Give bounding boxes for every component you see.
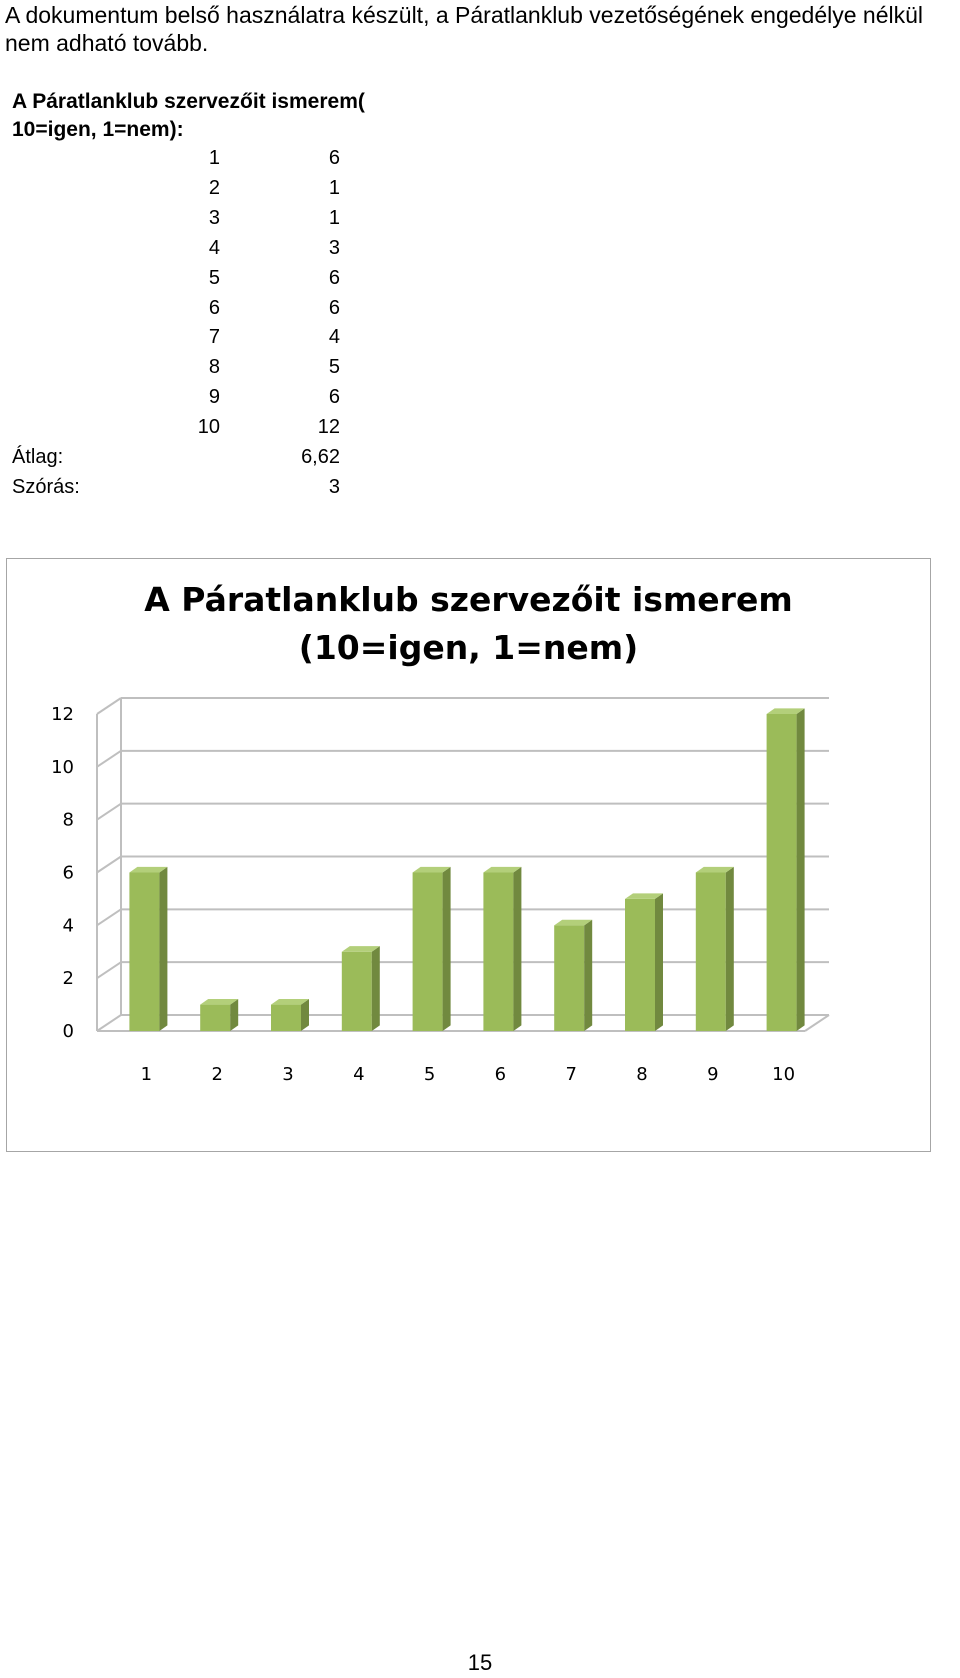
bar-side	[726, 867, 734, 1031]
x-tick-label: 10	[772, 1064, 796, 1085]
bar-chart	[6, 558, 931, 1152]
count-cell: 1	[328, 176, 340, 199]
table-row	[12, 383, 340, 413]
table-row	[12, 174, 340, 204]
score-cell: 10	[197, 416, 220, 439]
gridline-slant	[97, 698, 121, 714]
stddev-value: 3	[328, 475, 340, 498]
bar-side	[797, 708, 805, 1031]
frequency-table	[12, 144, 340, 503]
disclaimer-text: A dokumentum belső használatra készült, a Páratlanklub vezetőségének engedélye nélkül nem adható tovább.	[5, 2, 924, 56]
x-tick-label: 2	[211, 1064, 223, 1085]
bar-side	[584, 920, 592, 1031]
score-cell: 7	[208, 326, 220, 349]
table-row	[12, 204, 340, 234]
bar	[200, 1005, 230, 1031]
count-cell: 5	[328, 356, 340, 379]
score-cell: 4	[208, 236, 220, 259]
gridline-slant	[97, 962, 121, 978]
y-tick-label: 6	[62, 862, 74, 884]
count-cell: 3	[328, 236, 340, 259]
score-cell: 2	[208, 176, 220, 199]
y-tick-label: 4	[62, 915, 74, 937]
bar	[767, 714, 797, 1031]
count-cell: 12	[317, 416, 340, 439]
page-number: 15	[467, 1650, 493, 1675]
x-tick-label: 3	[282, 1064, 294, 1085]
table-row	[12, 294, 340, 324]
count-cell: 6	[328, 296, 340, 319]
gridline-slant	[97, 1015, 121, 1031]
summary-row	[12, 443, 340, 473]
bar-side	[513, 867, 521, 1031]
bar	[483, 873, 513, 1032]
stddev-label: Szórás:	[12, 475, 80, 498]
bar	[271, 1005, 301, 1031]
chart-title-line1: A Páratlanklub szervezőit ismerem	[144, 580, 793, 619]
count-cell: 4	[328, 326, 340, 349]
bar	[413, 873, 443, 1032]
bar-side	[301, 999, 309, 1031]
gridline-slant	[97, 909, 121, 925]
x-tick-label: 7	[565, 1064, 577, 1085]
table-row	[12, 234, 340, 264]
floor-right	[805, 1015, 829, 1031]
count-cell: 6	[328, 266, 340, 289]
count-cell: 1	[328, 206, 340, 229]
average-label: Átlag:	[12, 446, 64, 469]
table-row	[12, 413, 340, 443]
score-cell: 3	[208, 206, 220, 229]
bar	[625, 899, 655, 1031]
gridline-slant	[97, 751, 121, 767]
summary-row	[12, 473, 340, 503]
count-cell: 6	[328, 386, 340, 409]
bar	[696, 873, 726, 1032]
bar	[129, 873, 159, 1032]
x-tick-label: 8	[636, 1064, 648, 1085]
score-cell: 9	[208, 386, 220, 409]
y-tick-label: 10	[51, 756, 74, 778]
bar-side	[655, 893, 663, 1031]
score-cell: 6	[208, 296, 220, 319]
section-title: A Páratlanklub szervezőit ismerem( 10=igen, 1=nem):	[12, 90, 365, 141]
x-tick-label: 9	[707, 1064, 719, 1085]
gridline-slant	[97, 804, 121, 820]
bar-side	[443, 867, 451, 1031]
table-row	[12, 264, 340, 294]
y-tick-label: 0	[62, 1021, 74, 1042]
bar	[342, 952, 372, 1031]
bar-side	[230, 999, 238, 1031]
table-row	[12, 144, 340, 174]
bar-side	[159, 867, 167, 1031]
x-tick-label: 6	[494, 1064, 507, 1085]
gridline-slant	[97, 857, 121, 873]
bar	[554, 925, 584, 1031]
x-tick-label: 5	[423, 1064, 436, 1085]
table-row	[12, 353, 340, 383]
average-value: 6,62	[301, 446, 340, 469]
chart-title-line2: (10=igen, 1=nem)	[298, 628, 639, 667]
score-cell: 8	[208, 356, 220, 379]
x-tick-label: 4	[353, 1064, 365, 1085]
count-cell: 6	[328, 147, 340, 169]
score-cell: 1	[208, 147, 220, 169]
score-cell: 5	[208, 266, 220, 289]
y-tick-label: 8	[62, 809, 74, 831]
table-row	[12, 323, 340, 353]
y-tick-label: 12	[51, 704, 74, 725]
x-tick-label: 1	[140, 1064, 153, 1085]
bar-side	[372, 946, 380, 1031]
bar-chart-svg	[7, 559, 930, 1151]
y-tick-label: 2	[62, 968, 74, 990]
